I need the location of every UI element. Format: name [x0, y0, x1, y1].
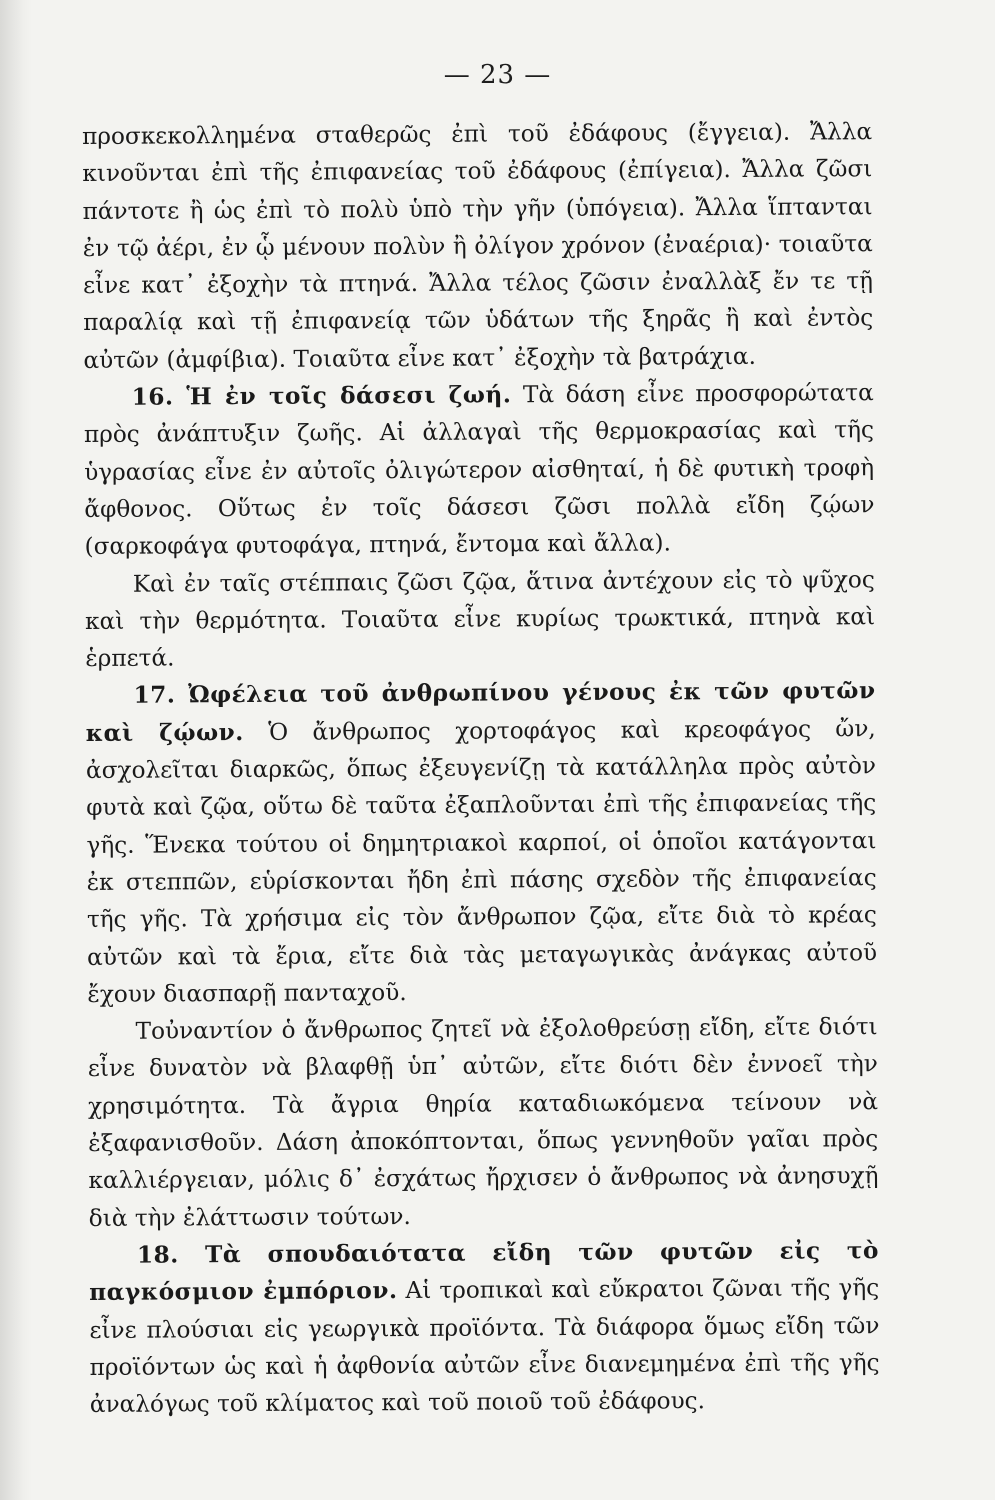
page-number: — 23 —: [443, 60, 552, 90]
paragraph-4-text: Ὁ ἄνθρωπος χορτοφάγος καὶ κρεοφάγος ὤν, ἀσχολεῖται διαρκῶς, ὅπως ἐξευγενίζῃ τὰ κατάλληλα πρὸς αὐτὸν φυτὰ καὶ ζῷα, οὕτω δὲ ταῦτα ἐξαπλοῦνται ἐπὶ τῆς ἐπιφανείας τῆς γῆς. Ἕνεκα τούτου οἱ δημητριακοὶ καρποί, οἱ ὁποῖοι κατάγονται ἐκ στεππῶν, εὑρίσκονται ἤδη ἐπὶ πάσης σχεδὸν τῆς ἐπιφανείας τῆς γῆς. Τὰ χρήσιμα εἰς τὸν ἄνθρωπον ζῷα, εἴτε διὰ τὸ κρέας αὐτῶν καὶ τὰ ἔρια, εἴτε διὰ τὰς μεταγωγικὰς ἀνάγκας αὐτοῦ ἔχουν διασπαρῇ πανταχοῦ.: [85, 714, 878, 1008]
paragraph-5-text: Τοὐναντίον ὁ ἄνθρωπος ζητεῖ νὰ ἐξολοθρεύσῃ εἴδη, εἴτε διότι εἶνε δυνατὸν νὰ βλαφθῇ ὑπ᾽ αὐτῶν, εἴτε διότι δὲν ἐννοεῖ τὴν χρησιμότητα. Τὰ ἄγρια θηρία καταδιωκόμενα τείνουν νὰ ἐξαφανισθοῦν. Δάση ἀποκόπτονται, ὅπως γεννηθοῦν γαῖαι πρὸς καλλιέργειαν, μόλις δ᾽ ἐσχάτως ἤρχισεν ὁ ἄνθρωπος νὰ ἀνησυχῇ διὰ τὴν ἐλάττωσιν τούτων.: [87, 1013, 879, 1232]
paragraph-2: [84, 374, 875, 565]
paragraph-5: [87, 1008, 878, 1237]
body-text: [82, 113, 880, 1423]
paragraph-1: [82, 113, 874, 379]
section-17-heading: 17. Ὠφέλεια τοῦ ἀνθρωπίνου γένους ἐκ τῶν φυτῶν καὶ ζῴων.: [85, 677, 876, 747]
paragraph-6: [89, 1232, 880, 1423]
section-18-heading: 18. Τὰ σπουδαιότατα εἴδη τῶν φυτῶν εἰς τὸ παγκόσμιον ἐμπόριον.: [89, 1237, 880, 1307]
section-16-heading: 16. Ἡ ἐν τοῖς δάσεσι ζωή.: [131, 381, 512, 411]
paragraph-1-text: προσκεκολλημένα σταθερῶς ἐπὶ τοῦ ἐδάφους (ἔγγεια). Ἄλλα κινοῦνται ἐπὶ τῆς ἐπιφανείας τοῦ ἐδάφους (ἐπίγεια). Ἄλλα ζῶσι πάντοτε ἢ ὡς ἐπὶ τὸ πολὺ ὑπὸ τὴν γῆν (ὑπόγεια). Ἄλλα ἵπτανται ἐν τῷ ἀέρι, ἐν ᾧ μένουν πολὺν ἢ ὀλίγον χρόνον (ἐναέρια)· τοιαῦτα εἶνε κατ᾽ ἐξοχὴν τὰ πτηνά. Ἄλλα τέλος ζῶσιν ἐναλλὰξ ἔν τε τῇ παραλίᾳ καὶ τῇ ἐπιφανείᾳ τῶν ὑδάτων τῆς ξηρᾶς ἢ καὶ ἐντὸς αὐτῶν (ἀμφίβια). Τοιαῦτα εἶνε κατ᾽ ἐξοχὴν τὰ βατράχια.: [82, 118, 874, 374]
page-binding-shadow: [0, 0, 32, 1500]
paragraph-2-text: Τὰ δάση εἶνε προσφορώτατα πρὸς ἀνάπτυξιν ζωῆς. Αἱ ἀλλαγαὶ τῆς θερμοκρασίας καὶ τῆς ὑγρασίας εἶνε ἐν αὐτοῖς ὀλιγώτερον αἰσθηταί, ἡ δὲ φυτικὴ τροφὴ ἄφθονος. Οὕτως ἐν τοῖς δάσεσι ζῶσι πολλὰ εἴδη ζῴων (σαρκοφάγα φυτοφάγα, πτηνά, ἔντομα καὶ ἄλλα).: [83, 379, 875, 561]
paragraph-3-text: Καὶ ἐν ταῖς στέππαις ζῶσι ζῷα, ἅτινα ἀντέχουν εἰς τὸ ψῦχος καὶ τὴν θερμότητα. Τοιαῦτα εἶνε κυρίως τρωκτικά, πτηνὰ καὶ ἑρπετά.: [84, 565, 876, 673]
paragraph-6-text: Αἱ τροπικαὶ καὶ εὔκρατοι ζῶναι τῆς γῆς εἶνε πλούσιαι εἰς γεωργικὰ προϊόντα. Τὰ διάφορα ὅμως εἴδη τῶν προϊόντων ὡς καὶ ἡ ἀφθονία αὐτῶν εἶνε διανεμημένα ἐπὶ τῆς γῆς ἀναλόγως τοῦ κλίματος καὶ τοῦ ποιοῦ τοῦ ἐδάφους.: [89, 1274, 880, 1419]
paragraph-3: [85, 561, 876, 678]
paragraph-4: [85, 673, 877, 1013]
